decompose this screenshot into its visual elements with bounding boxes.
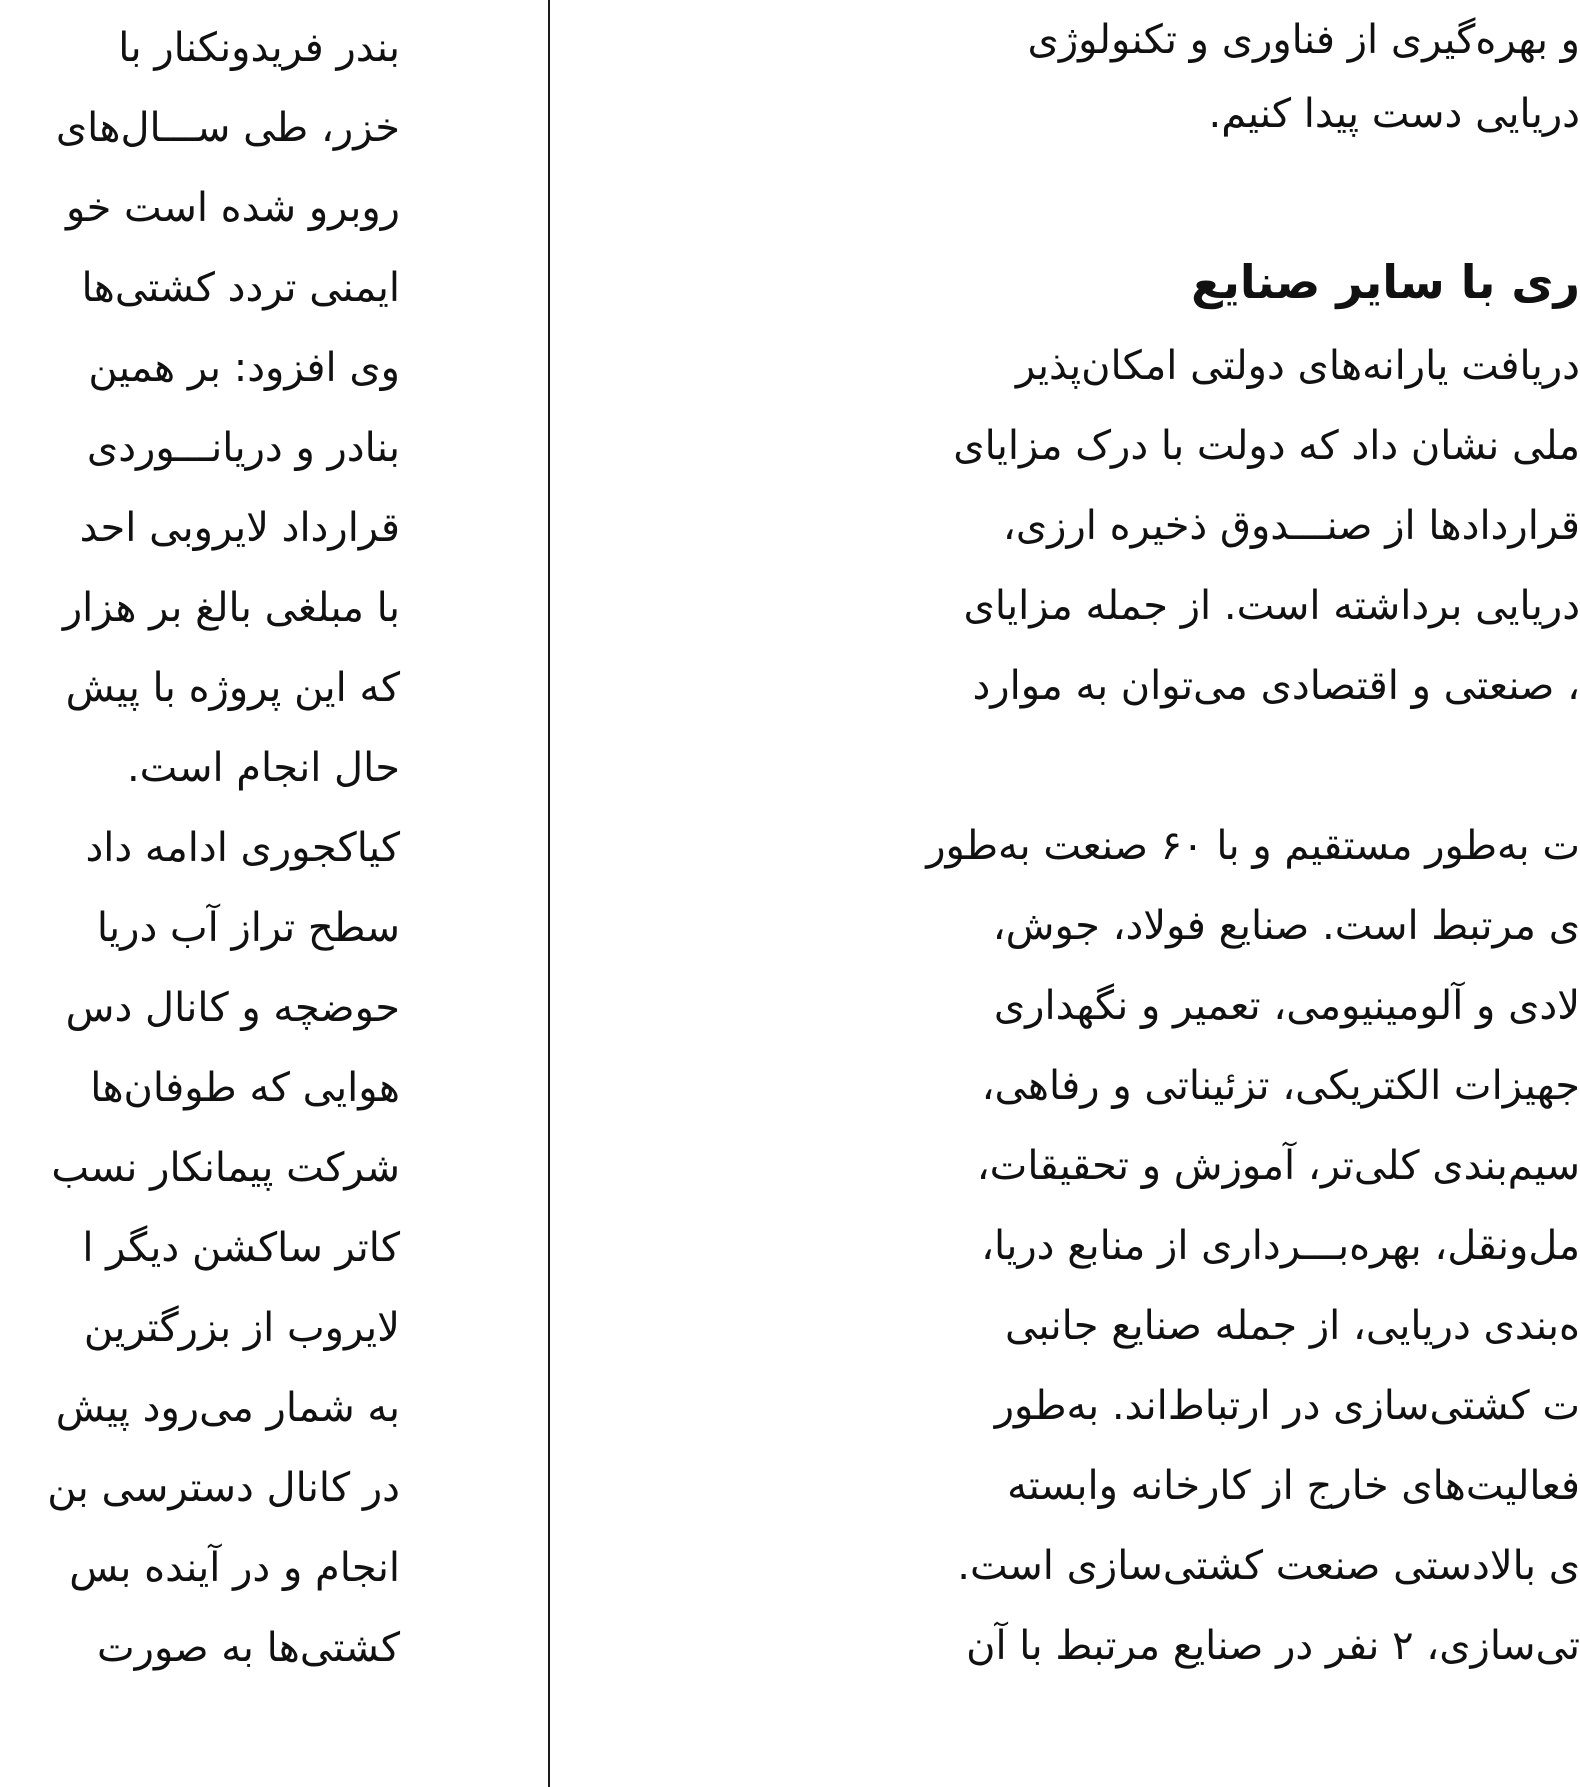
para2-line-8: ت کشتی‌سازی در ارتباط‌اند. به‌طور (994, 1383, 1580, 1429)
left-line-11: کیاکجوری ادامه داد (85, 825, 400, 871)
left-line-4: ایمنی تردد کشتی‌ها (81, 265, 400, 311)
para1-line-3: قراردادها از صنـــدوق ذخیره ارزی، (1002, 503, 1580, 549)
para1-line-1: دریافت یارانه‌های دولتی امکان‌پذیر (1015, 343, 1580, 389)
left-line-13: حوضچه و کانال دس (65, 985, 400, 1031)
para1-line-4: دریایی برداشته است. از جمله مزایای (963, 583, 1580, 629)
left-line-2: خزر، طی ســـال‌های (55, 105, 400, 151)
para2-line-9: فعالیت‌های خارج از کارخانه وابسته (1007, 1463, 1580, 1509)
para2-line-10: ی بالادستی صنعت کشتی‌سازی است. (957, 1543, 1580, 1589)
left-line-10: حال انجام است. (126, 745, 400, 791)
left-text-column (0, 0, 400, 1787)
para2-line-11: تی‌سازی، ۲ نفر در صنایع مرتبط با آن (966, 1623, 1580, 1669)
para1-line-2: ملی نشان داد که دولت با درک مزایای (953, 423, 1580, 469)
left-line-7: قرارداد لایروبی احد (79, 505, 400, 551)
left-line-3: روبرو شده است خو (65, 185, 400, 231)
para2-line-4: جهیزات الکتریکی، تزئیناتی و رفاهی، (981, 1063, 1580, 1109)
left-line-17: لایروب از بزرگترین (83, 1305, 400, 1351)
left-line-15: شرکت پیمانکار نسب (51, 1145, 400, 1191)
para1-line-5: ، صنعتی و اقتصادی می‌توان به موارد (972, 663, 1580, 709)
left-line-9: که این پروژه با پیش (65, 665, 400, 711)
left-line-1: بندر فریدونکنار با (118, 25, 400, 71)
para2-line-2: ی مرتبط است. صنایع فولاد، جوش، (992, 903, 1580, 949)
left-line-19: در کانال دسترسی بن (47, 1465, 400, 1511)
para2-line-3: لادی و آلومینیومی، تعمیر و نگهداری (993, 983, 1580, 1029)
left-line-14: هوایی که طوفان‌ها (90, 1065, 400, 1111)
column-divider (548, 0, 550, 1787)
left-line-8: با مبلغی بالغ بر هزار (62, 585, 400, 631)
left-line-16: کاتر ساکشن دیگر ا (82, 1225, 400, 1271)
left-line-18: به شمار می‌رود پیش (55, 1385, 400, 1431)
para2-line-6: مل‌ونقل، بهره‌بـــرداری از منابع دریا، (981, 1223, 1580, 1269)
para2-line-7: ه‌بندی دریایی، از جمله صنایع جانبی (1005, 1303, 1580, 1349)
left-line-20: انجام و در آینده بس (69, 1545, 400, 1591)
right-text-column (780, 0, 1580, 1787)
left-line-21: کشتی‌ها به صورت (96, 1625, 400, 1671)
section-heading: ری با سایر صنایع (1191, 255, 1580, 309)
left-line-5: وی افزود: بر همین (88, 345, 400, 391)
intro-line-1: و بهره‌گیری از فناوری و تکنولوژی (1027, 17, 1580, 63)
left-line-12: سطح تراز آب دریا (96, 905, 400, 951)
para2-line-5: سیم‌بندی کلی‌تر، آموزش و تحقیقات، (976, 1143, 1580, 1189)
left-line-6: بنادر و دریانـــوردی (86, 425, 400, 471)
para2-line-1: ت به‌طور مستقیم و با ۶۰ صنعت به‌طور (926, 823, 1580, 869)
intro-line-2: دریایی دست پیدا کنیم. (1208, 91, 1580, 137)
